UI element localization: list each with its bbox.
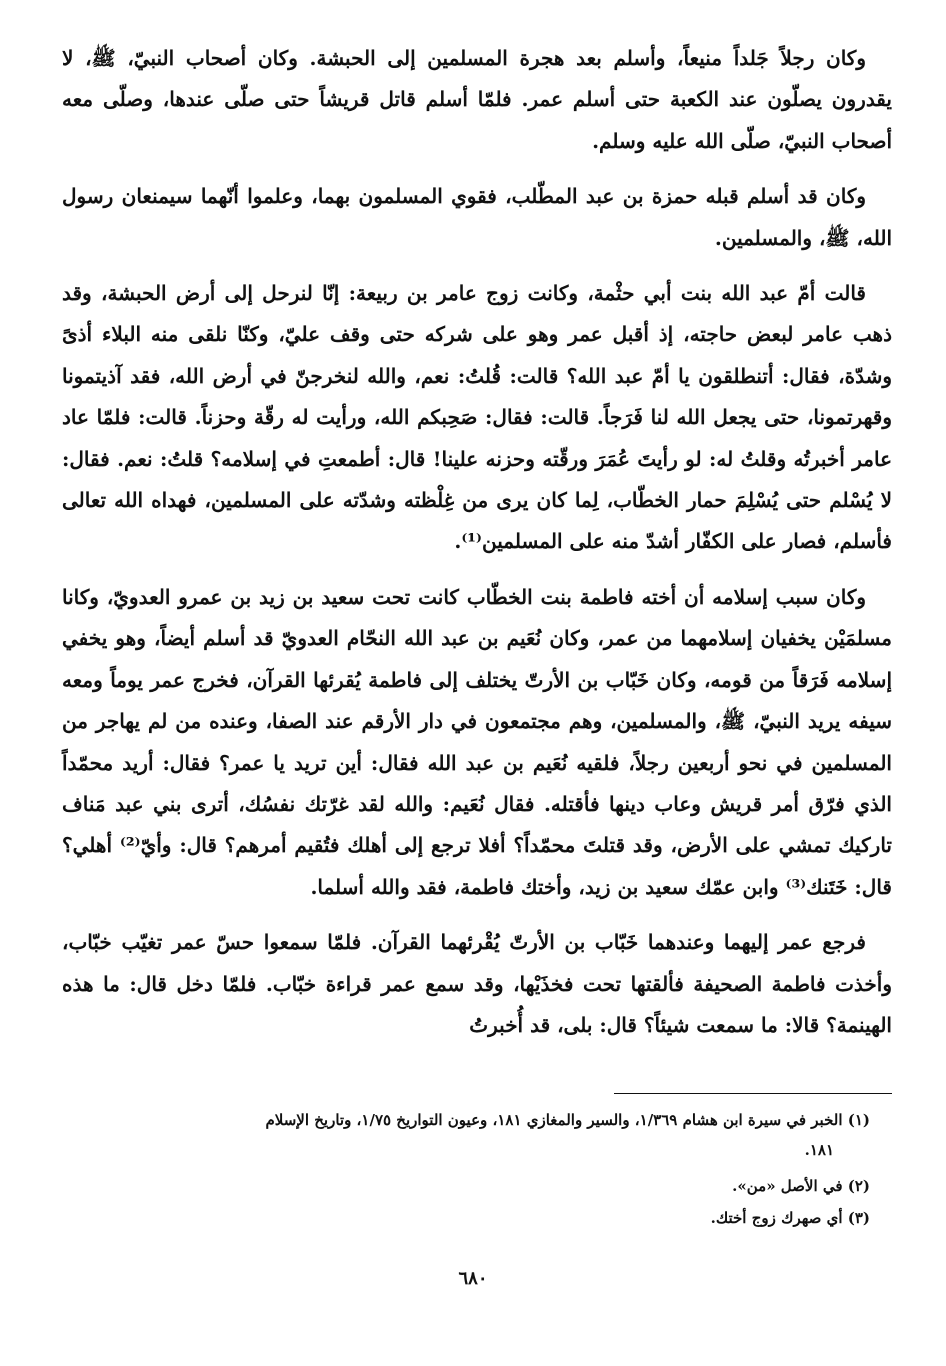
main-text <box>62 38 892 1046</box>
footnote-3: (٣) أي صهرك زوج أختك. <box>710 1209 870 1227</box>
paragraph-1: وكان رجلاً جَلداً منيعاً، وأسلم بعد هجرة المسلمين إلى الحبشة. وكان أصحاب النبيّ، ﷺ، لا يقدرون يصلّون عند الكعبة حتى أسلم عمر. فلمّا أسلم قاتل قريشاً حتى صلّى عندها، وصلّى معه أصحاب النبيّ، صلّى الله عليه وسلم. <box>62 46 892 153</box>
paragraph-2: وكان قد أسلم قبله حمزة بن عبد المطّلب، فقوي المسلمون بهما، وعلموا أنّهما سيمنعان رسول الله، ﷺ، والمسلمين. <box>62 184 892 250</box>
paragraph-5: فرجع عمر إليهما وعندهما خَبّاب بن الأرتّ يُقْرئهما القرآن. فلمّا سمعوا حسّ عمر تغيّب خبّاب، وأخذت فاطمة الصحيفة فألقتها تحت فخذَيْها، وقد سمع عمر قراءة خبّاب. فلمّا دخل قال: ما هذه الهينمة؟ قالا: ما سمعت شيئاً؟ قال: بلى، قد أُخبرتُ <box>62 930 892 1037</box>
paragraph-3: قالت أمّ عبد الله بنت أبي حثْمة، وكانت زوج عامر بن ربيعة: إنّا لنرحل إلى أرض الحبشة، وقد ذهب عامر لبعض حاجته، إذ أقبل عمر وهو على شركه حتى وقف عليّ، وكنّا نلقى منه البلاء أذىً وشدّة، فقال: أتنطلقون يا أمّ عبد الله؟ قالت: قُلتُ: نعم، والله لنخرجنّ في أرض الله، فقد آذيتمونا وقهرتمونا، حتى يجعل الله لنا فَرَجاً. قالت: فقال: صَحِبكم الله، ورأيت له رقّة وحزناً. قالت: فلمّا عاد عامر أخبرتُه وقلتُ له: لو رأيتَ عُمَرَ ورقّته وحزنه علينا! قال: أطمعتِ في إسلامه؟ قلتُ: نعم. فقال: لا يُسْلم حتى يُسْلِمَ حمار الخطّاب، لِما كان يرى من غِلْظته وشدّته على المسلمين، فهداه الله تعالى فأسلم، فصار على الكفّار أشدّ منه على المسلمين⁽¹⁾. <box>62 281 892 554</box>
paragraph-4: وكان سبب إسلامه أن أخته فاطمة بنت الخطّاب كانت تحت سعيد بن زيد بن عمرو العدويّ، وكانا مسلمَيْن يخفيان إسلامهما من عمر، وكان نُعَيم بن عبد الله النحّام العدويّ قد أسلم أيضاً، وهو يخفي إسلامه فَرَقاً من قومه، وكان خَبّاب بن الأرتّ يختلف إلى فاطمة يُقرئها القرآن، فخرج عمر يوماً ومعه سيفه يريد النبيّ، ﷺ، والمسلمين، وهم مجتمعون في دار الأرقم عند الصفا، وعنده من لم يهاجر من المسلمين في نحو أربعين رجلاً، فلقيه نُعَيم بن عبد الله فقال: أين تريد يا عمر؟ فقال: أريد محمّداً الذي فرّق أمر قريش وعاب دينها فأقتله. فقال نُعَيم: والله لقد غرّتك نفسُك، أترى بني عبد مَناف تاركيك تمشي على الأرض، وقد قتلتَ محمّداً؟ أفلا ترجع إلى أهلك فتُقيم أمرهم؟ قال: وأيّ⁽²⁾ أهلي؟ قال: خَتَنك⁽³⁾ وابن عمّك سعيد بن زيد، وأختك فاطمة، فقد والله أسلما. <box>62 584 892 899</box>
page-number: ٦٨٠ <box>458 1268 488 1289</box>
footnote-2: (٢) في الأصل «من». <box>732 1177 870 1195</box>
footnote-1-continuation: ١٨١. <box>804 1141 834 1159</box>
footnote-1: (١) الخبر في سيرة ابن هشام ١/٣٦٩، والسير والمغازي ١٨١، وعيون التواريخ ١/٧٥، وتاريخ الإسلام <box>265 1111 870 1129</box>
footnotes <box>62 1106 870 1236</box>
footnote-divider <box>614 1093 892 1094</box>
